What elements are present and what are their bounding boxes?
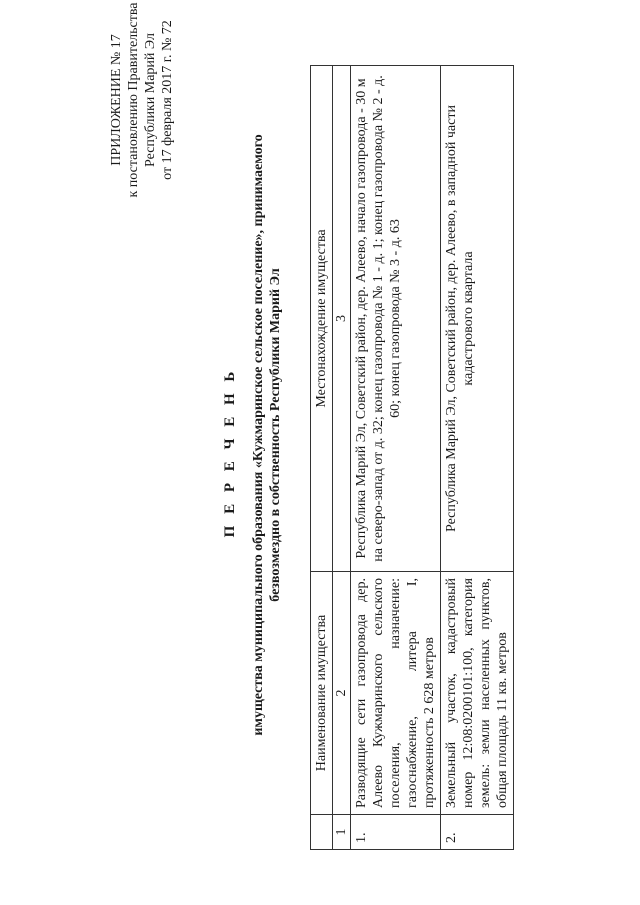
table-column-numbers-row (333, 66, 351, 850)
appendix-number: ПРИЛОЖЕНИЕ № 17 (109, 34, 124, 166)
header-index (311, 815, 333, 850)
column-number: 3 (333, 66, 351, 572)
column-number: 1 (333, 815, 351, 850)
table-row (441, 66, 514, 850)
row-index: 2. (441, 815, 514, 850)
document-title: П Е Р Е Ч Е Н Ь (222, 367, 238, 538)
row-location: Республика Марий Эл, Советский район, дер. Алеево, начало газопровода - 30 м на северо-запад от д. 32; конец газопровода № 1 - д. 1; конец газопровода № 2 - д. 60; конец газопровода № 3 - д. 63 (351, 66, 441, 572)
appendix-date: от 17 февраля 2017 г. № 72 (160, 20, 175, 180)
table-row (351, 66, 441, 850)
row-property-name: Разводящие сети газопровода дер. Алеево Кужмаринского сельского поселения, назначение: газоснабжение, литера I, протяженность 2 628 метров (351, 572, 441, 815)
subtitle-line-1: имущества муниципального образования «Кужмаринское сельское поселение», принимаемого (251, 134, 266, 736)
appendix-decree: к постановлению Правительства (126, 2, 141, 198)
row-property-name: Земельный участок, кадастровый номер 12:08:0200101:100, категория земель: земли населенных пунктов, общая площадь 11 кв. метров (441, 572, 514, 815)
row-location: Республика Марий Эл, Советский район, дер. Алеево, в западной части кадастрового квартала (441, 66, 514, 572)
subtitle-line-2: безвозмездно в собственность Республики Марий Эл (268, 268, 283, 602)
table-header-row (311, 66, 333, 850)
property-table (310, 65, 514, 850)
appendix-header (108, 0, 176, 215)
column-number: 2 (333, 572, 351, 815)
document-subtitle (250, 85, 284, 785)
appendix-region: Республики Марий Эл (143, 33, 158, 167)
header-name: Наименование имущества (311, 572, 333, 815)
row-index: 1. (351, 815, 441, 850)
header-location: Местонахождение имущества (311, 66, 333, 572)
